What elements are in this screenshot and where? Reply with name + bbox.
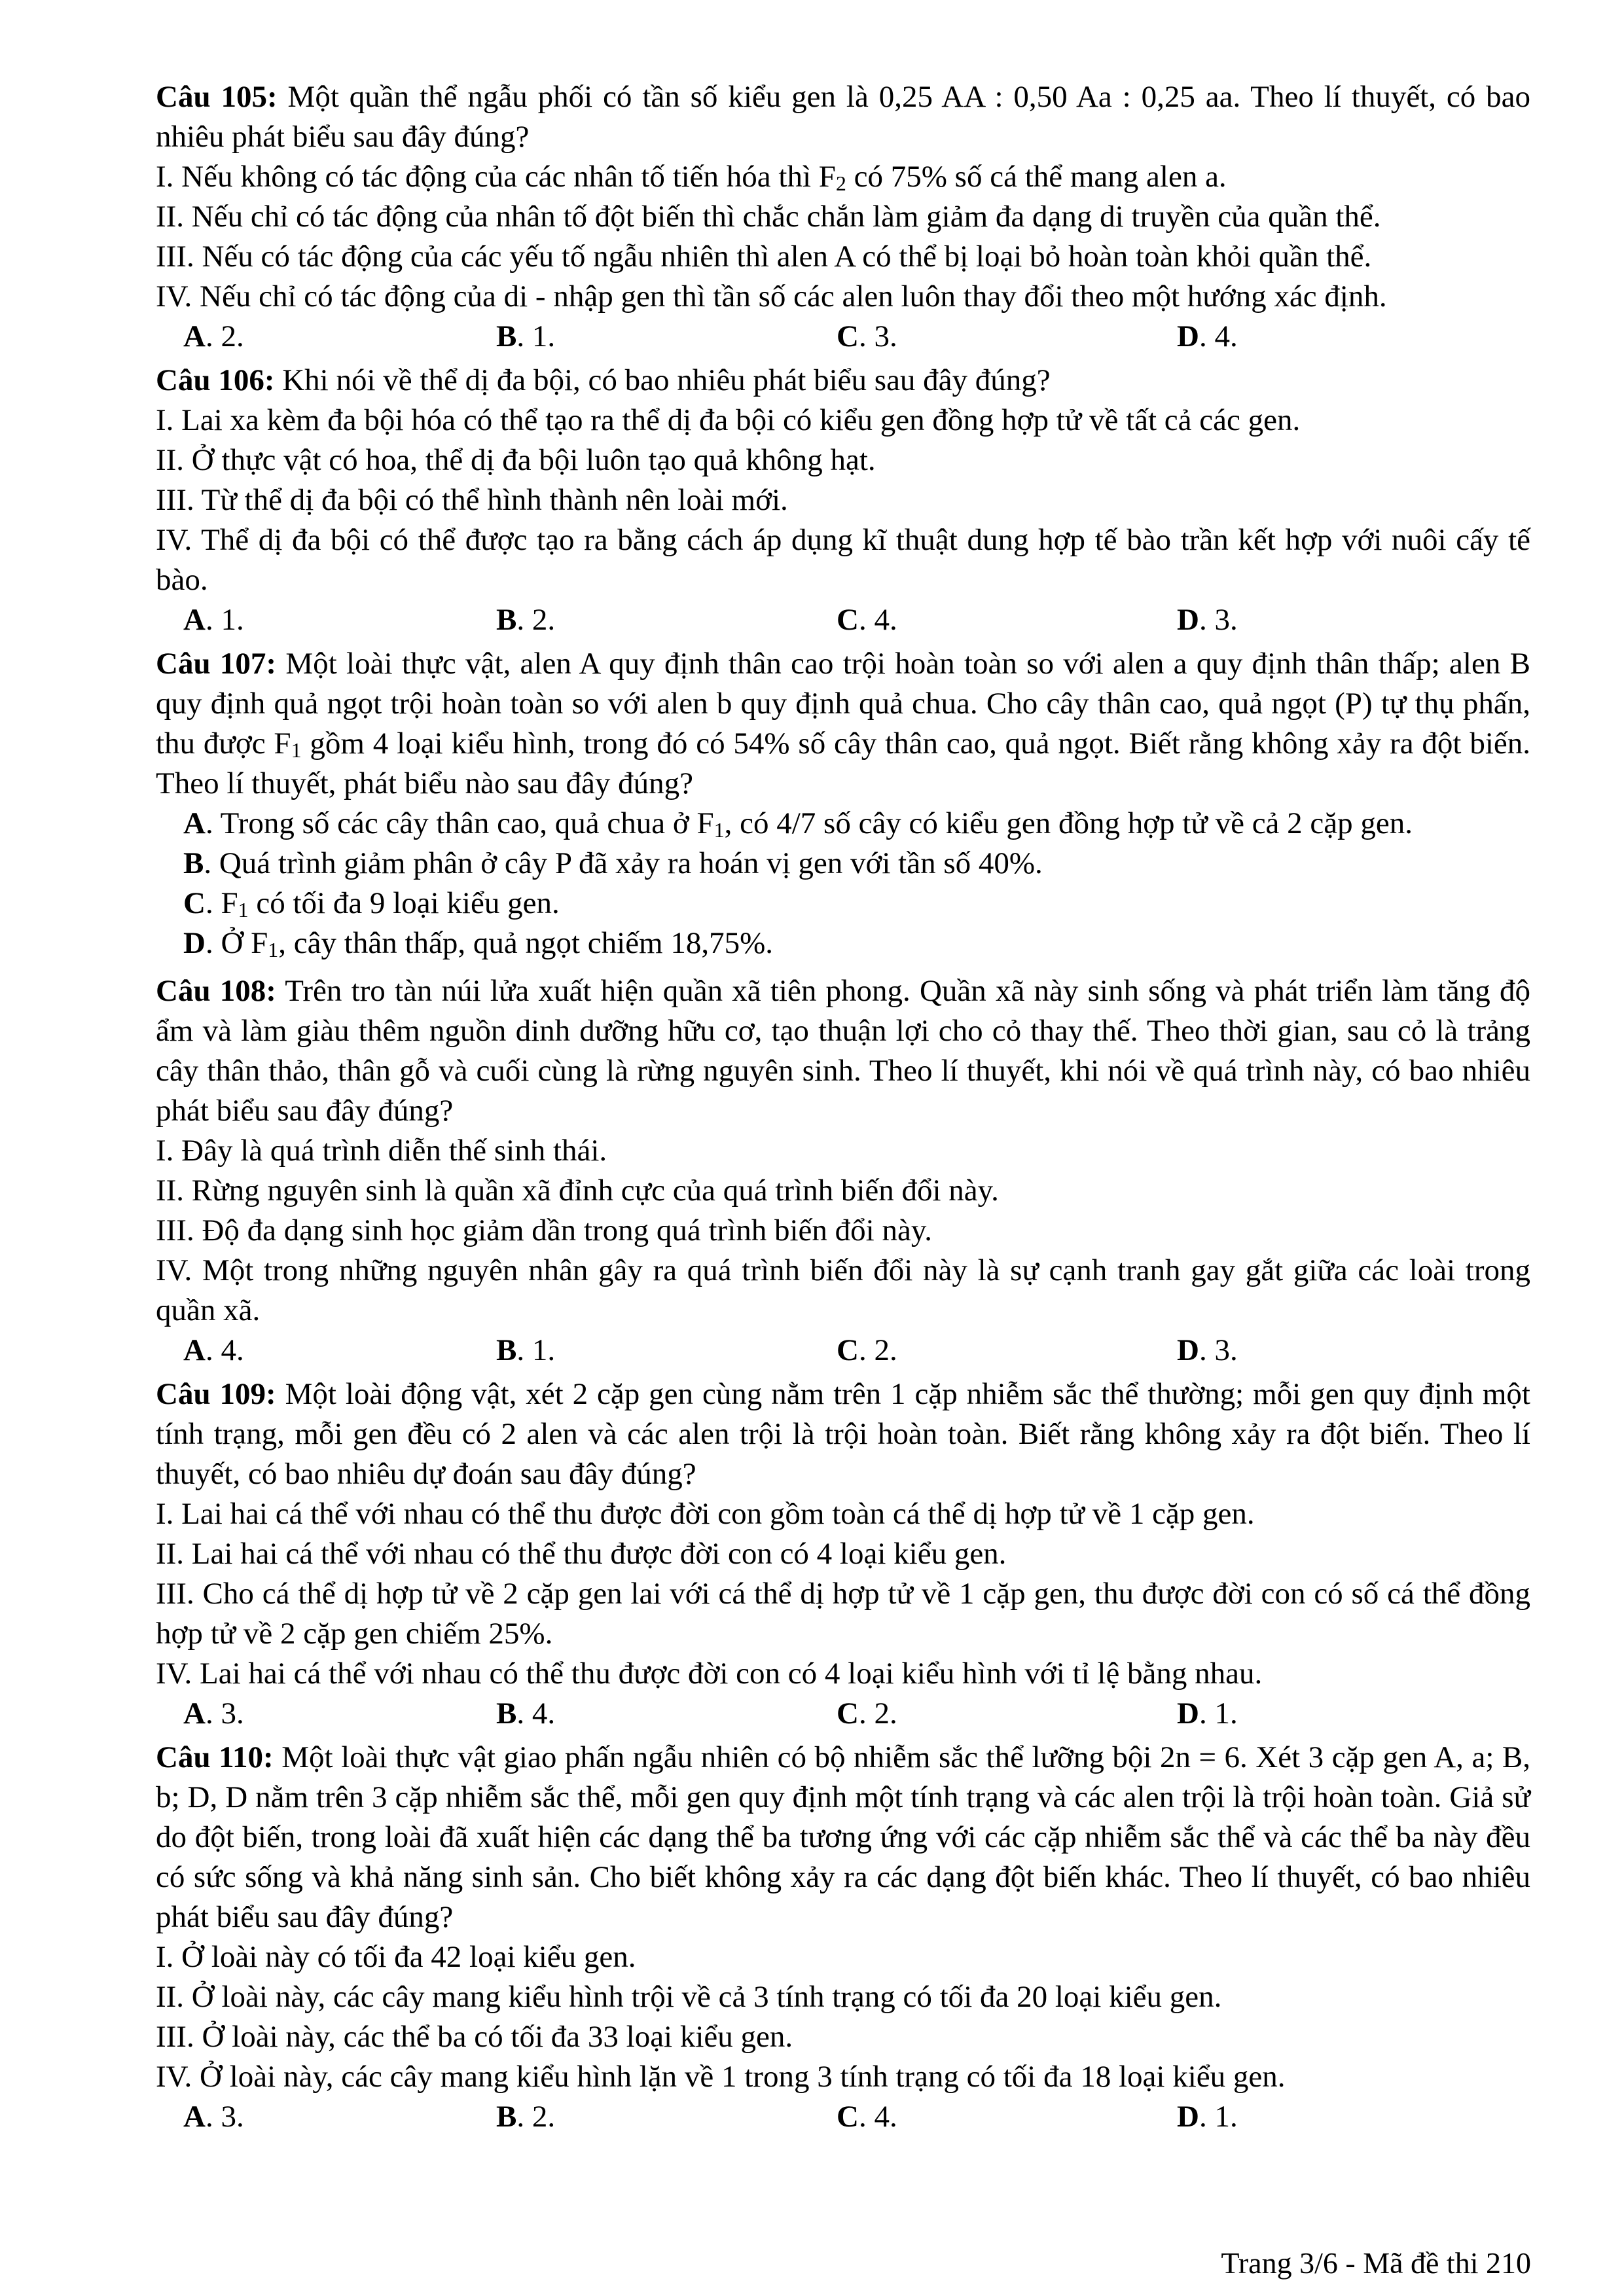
- option-d[interactable]: [1177, 2097, 1517, 2137]
- option-text: . Quá trình giảm phân ở cây P đã xảy ra hoán vị gen với tần số 40%.: [204, 846, 1043, 880]
- option-a[interactable]: [156, 317, 496, 357]
- question-label: Câu 106:: [156, 363, 275, 397]
- question-label: Câu 107:: [156, 647, 277, 681]
- option-text: . 3.: [205, 1696, 244, 1731]
- option-c[interactable]: [837, 600, 1177, 640]
- option-text: . 2.: [205, 319, 244, 353]
- option-text: . 1.: [516, 319, 556, 353]
- statement-3: III. Ở loài này, các thể ba có tối đa 33 loại kiểu gen.: [156, 2020, 793, 2054]
- option-text: . 4.: [858, 2100, 897, 2134]
- option-text: . 3.: [1199, 1333, 1238, 1367]
- option-a[interactable]: [156, 1331, 496, 1371]
- option-text: . 3.: [858, 319, 897, 353]
- option-label: D: [1177, 1333, 1199, 1367]
- option-text: . 1.: [205, 603, 244, 637]
- option-text: . 2.: [858, 1696, 897, 1731]
- option-label: B: [496, 1696, 517, 1731]
- option-label: B: [496, 319, 517, 353]
- question-text: Một loài thực vật, alen A quy định thân cao trội hoàn toàn so với alen a quy định thân thấp; alen B quy định quả ngọt trội hoàn toàn so với alen b quy định quả chua. Cho cây thân cao, quả ngọt (P) tự thụ phấn, thu được F: [156, 647, 1530, 761]
- subscript: 1: [238, 898, 249, 922]
- option-b[interactable]: [496, 600, 837, 640]
- question-text: gồm 4 loại kiểu hình, trong đó có 54% số cây thân cao, quả ngọt. Biết rằng không xảy ra đột biến. Theo lí thuyết, phát biểu nào sau đây đúng?: [156, 726, 1530, 800]
- option-d[interactable]: [1177, 1694, 1517, 1734]
- option-label: D: [1177, 603, 1199, 637]
- option-label: B: [183, 846, 204, 880]
- option-text: , có 4/7 số cây có kiểu gen đồng hợp tử về cả 2 cặp gen.: [724, 806, 1413, 840]
- option-a[interactable]: [156, 2097, 496, 2137]
- option-d[interactable]: [156, 924, 1530, 963]
- answer-options: [156, 1694, 1530, 1734]
- option-b[interactable]: [496, 1331, 837, 1371]
- question-stem: [156, 644, 1530, 804]
- option-b[interactable]: [496, 317, 837, 357]
- question-stem: [156, 77, 1530, 157]
- statement-2: II. Lai hai cá thể với nhau có thể thu được đời con có 4 loại kiểu gen.: [156, 1537, 1007, 1571]
- answer-options: [156, 600, 1530, 640]
- option-text: . 2.: [516, 2100, 556, 2134]
- question-list: [156, 77, 1530, 2141]
- option-text: . 1.: [1199, 2100, 1238, 2134]
- subscript: 1: [291, 738, 302, 762]
- option-d[interactable]: [1177, 600, 1517, 640]
- option-text: . 2.: [858, 1333, 897, 1367]
- option-b[interactable]: [156, 844, 1530, 884]
- option-label: A: [183, 1333, 206, 1367]
- option-text: . F: [205, 886, 238, 920]
- statement-text: I. Nếu không có tác động của các nhân tố tiến hóa thì F: [156, 160, 836, 194]
- option-b[interactable]: [496, 2097, 837, 2137]
- option-label: D: [183, 926, 206, 960]
- question-107: [156, 644, 1530, 963]
- answer-options: [156, 2097, 1530, 2137]
- option-text: . Trong số các cây thân cao, quả chua ở F: [205, 806, 714, 840]
- question-108: [156, 971, 1530, 1371]
- option-label: C: [837, 2100, 859, 2134]
- option-a[interactable]: [156, 804, 1530, 844]
- option-label: C: [837, 603, 859, 637]
- option-c[interactable]: [837, 1331, 1177, 1371]
- option-label: D: [1177, 1696, 1199, 1731]
- option-label: A: [183, 1696, 206, 1731]
- question-label: Câu 110:: [156, 1740, 274, 1774]
- question-stem: [156, 1374, 1530, 1494]
- statement-2: II. Ở loài này, các cây mang kiểu hình trội về cả 3 tính trạng có tối đa 20 loại kiểu gen.: [156, 1980, 1222, 2014]
- option-label: C: [837, 1333, 859, 1367]
- subscript: 2: [835, 171, 846, 195]
- question-text: Một quần thể ngẫu phối có tần số kiểu gen là 0,25 AA : 0,50 Aa : 0,25 aa. Theo lí thuyết, có bao nhiêu phát biểu sau đây đúng?: [156, 80, 1530, 154]
- question-109: [156, 1374, 1530, 1734]
- option-text: . 4.: [1199, 319, 1238, 353]
- question-label: Câu 108:: [156, 974, 276, 1008]
- statement-2: II. Ở thực vật có hoa, thể dị đa bội luôn tạo quả không hạt.: [156, 443, 876, 477]
- option-label: C: [183, 886, 206, 920]
- question-stem: [156, 971, 1530, 1131]
- option-c[interactable]: [156, 884, 1530, 924]
- question-text: Một loài thực vật giao phấn ngẫu nhiên có bộ nhiễm sắc thể lưỡng bội 2n = 6. Xét 3 cặp gen A, a; B, b; D, D nằm trên 3 cặp nhiễm sắc thể, mỗi gen quy định một tính trạng và các alen trội là trội hoàn toàn. Giả sử do đột biến, trong loài đã xuất hiện các dạng thể ba tương ứng với các cặp nhiễm sắc thể và các thể ba này đều có sức sống và khả năng sinh sản. Cho biết không xảy ra các dạng đột biến khác. Theo lí thuyết, có bao nhiêu phát biểu sau đây đúng?: [156, 1740, 1530, 1934]
- statement-1: [156, 157, 1530, 197]
- option-text: có tối đa 9 loại kiểu gen.: [248, 886, 560, 920]
- option-label: A: [183, 319, 206, 353]
- option-text: , cây thân thấp, quả ngọt chiếm 18,75%.: [278, 926, 774, 960]
- statement-3: III. Độ đa dạng sinh học giảm dần trong quá trình biến đổi này.: [156, 1213, 933, 1247]
- question-text: Một loài động vật, xét 2 cặp gen cùng nằm trên 1 cặp nhiễm sắc thể thường; mỗi gen quy định một tính trạng, mỗi gen đều có 2 alen và các alen trội là trội hoàn toàn. Biết rằng không xảy ra đột biến. Theo lí thuyết, có bao nhiêu dự đoán sau đây đúng?: [156, 1377, 1530, 1491]
- option-a[interactable]: [156, 1694, 496, 1734]
- option-label: A: [183, 2100, 206, 2134]
- option-label: A: [183, 806, 206, 840]
- option-text: . 1.: [1199, 1696, 1238, 1731]
- question-110: [156, 1738, 1530, 2137]
- statement-4: IV. Một trong những nguyên nhân gây ra quá trình biến đổi này là sự cạnh tranh gay gắt giữa các loài trong quần xã.: [156, 1253, 1530, 1327]
- statement-1: I. Lai xa kèm đa bội hóa có thể tạo ra thể dị đa bội có kiểu gen đồng hợp tử về tất cả các gen.: [156, 403, 1301, 437]
- subscript: 1: [268, 938, 279, 961]
- subscript: 1: [713, 818, 725, 842]
- option-text: . 1.: [516, 1333, 556, 1367]
- option-c[interactable]: [837, 1694, 1177, 1734]
- option-label: D: [1177, 2100, 1199, 2134]
- option-label: B: [496, 1333, 517, 1367]
- option-d[interactable]: [1177, 317, 1517, 357]
- question-stem: [156, 1738, 1530, 1937]
- question-label: Câu 109:: [156, 1377, 276, 1411]
- statement-4: IV. Lai hai cá thể với nhau có thể thu được đời con có 4 loại kiểu hình với tỉ lệ bằng nhau.: [156, 1657, 1263, 1691]
- statement-1: I. Đây là quá trình diễn thế sinh thái.: [156, 1134, 607, 1168]
- statement-4: IV. Thể dị đa bội có thể được tạo ra bằng cách áp dụng kĩ thuật dung hợp tế bào trần kết hợp với nuôi cấy tế bào.: [156, 523, 1530, 597]
- statement-text: có 75% số cá thể mang alen a.: [846, 160, 1227, 194]
- answer-options: [156, 317, 1530, 357]
- question-106: [156, 361, 1530, 640]
- page-footer: Trang 3/6 - Mã đề thi 210: [1221, 2246, 1531, 2280]
- option-text: . Ở F: [205, 926, 268, 960]
- statement-3: III. Cho cá thể dị hợp tử về 2 cặp gen lai với cá thể dị hợp tử về 1 cặp gen, thu được đời con có số cá thể đồng hợp tử về 2 cặp gen chiếm 25%.: [156, 1577, 1530, 1651]
- statement-3: III. Nếu có tác động của các yếu tố ngẫu nhiên thì alen A có thể bị loại bỏ hoàn toàn khỏi quần thể.: [156, 240, 1372, 274]
- option-label: C: [837, 319, 859, 353]
- option-label: D: [1177, 319, 1199, 353]
- question-text: Trên tro tàn núi lửa xuất hiện quần xã tiên phong. Quần xã này sinh sống và phát triển làm tăng độ ẩm và làm giàu thêm nguồn dinh dưỡng hữu cơ, tạo thuận lợi cho cỏ thay thế. Theo thời gian, sau cỏ là trảng cây thân thảo, thân gỗ và cuối cùng là rừng nguyên sinh. Theo lí thuyết, khi nói về quá trình này, có bao nhiêu phát biểu sau đây đúng?: [156, 974, 1530, 1128]
- question-stem: [156, 361, 1530, 401]
- option-c[interactable]: [837, 317, 1177, 357]
- option-label: B: [496, 603, 517, 637]
- option-c[interactable]: [837, 2097, 1177, 2137]
- option-a[interactable]: [156, 600, 496, 640]
- question-label: Câu 105:: [156, 80, 278, 114]
- statement-2: II. Rừng nguyên sinh là quần xã đỉnh cực của quá trình biến đổi này.: [156, 1174, 999, 1208]
- option-d[interactable]: [1177, 1331, 1517, 1371]
- option-text: . 4.: [858, 603, 897, 637]
- option-text: . 4.: [205, 1333, 244, 1367]
- statement-1: I. Lai hai cá thể với nhau có thể thu được đời con gồm toàn cá thể dị hợp tử về 1 cặp gen.: [156, 1497, 1255, 1531]
- option-text: . 2.: [516, 603, 556, 637]
- option-label: A: [183, 603, 206, 637]
- statement-2: II. Nếu chỉ có tác động của nhân tố đột biến thì chắc chắn làm giảm đa dạng di truyền của quần thể.: [156, 200, 1381, 234]
- answer-options: [156, 1331, 1530, 1371]
- statement-3: III. Từ thể dị đa bội có thể hình thành nên loài mới.: [156, 483, 788, 517]
- option-label: C: [837, 1696, 859, 1731]
- option-text: . 3.: [205, 2100, 244, 2134]
- option-text: . 3.: [1199, 603, 1238, 637]
- statement-1: I. Ở loài này có tối đa 42 loại kiểu gen.: [156, 1940, 636, 1974]
- option-b[interactable]: [496, 1694, 837, 1734]
- option-text: . 4.: [516, 1696, 556, 1731]
- statement-4: IV. Ở loài này, các cây mang kiểu hình lặn về 1 trong 3 tính trạng có tối đa 18 loại kiểu gen.: [156, 2060, 1286, 2094]
- question-text: Khi nói về thể dị đa bội, có bao nhiêu phát biểu sau đây đúng?: [274, 363, 1051, 397]
- question-105: [156, 77, 1530, 357]
- statement-4: IV. Nếu chỉ có tác động của di - nhập gen thì tần số các alen luôn thay đổi theo một hướng xác định.: [156, 279, 1387, 314]
- option-label: B: [496, 2100, 517, 2134]
